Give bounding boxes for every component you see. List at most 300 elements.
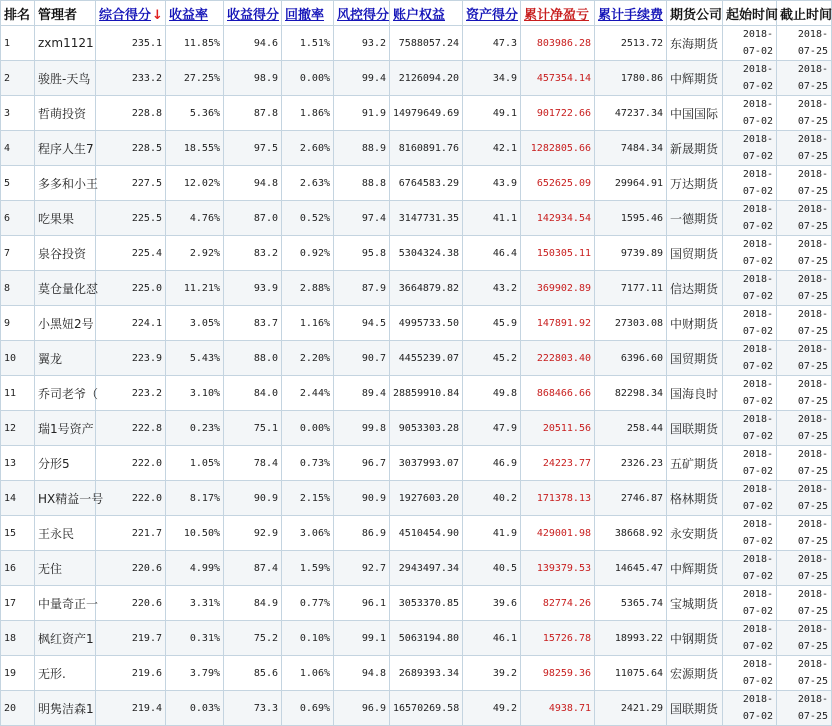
net-pnl-cell: 803986.28 (521, 26, 595, 61)
company-cell: 格林期货 (667, 481, 723, 516)
column-header-risk-score[interactable] (334, 1, 390, 26)
column-header-label: 起始时间 (726, 7, 779, 23)
start-time-cell: 2018-07-02 (723, 61, 777, 96)
end-time-cell: 2018-07-25 (777, 306, 832, 341)
start-time-cell: 2018-07-02 (723, 656, 777, 691)
asset-score-cell: 40.2 (463, 481, 521, 516)
net-pnl-cell: 15726.78 (521, 621, 595, 656)
company-cell: 国联期货 (667, 691, 723, 726)
manager-cell[interactable] (35, 621, 96, 656)
company-cell: 东海期货 (667, 26, 723, 61)
return-score-cell: 84.9 (224, 586, 282, 621)
rank-cell: 6 (1, 201, 35, 236)
table-row (1, 166, 832, 201)
start-time-cell: 2018-07-02 (723, 411, 777, 446)
composite-score-cell: 220.6 (96, 586, 166, 621)
start-time-cell: 2018-07-02 (723, 341, 777, 376)
column-header-label: 累计净盈亏 (524, 7, 590, 23)
return-score-cell: 84.0 (224, 376, 282, 411)
start-time-cell: 2018-07-02 (723, 166, 777, 201)
equity-cell: 4995733.50 (390, 306, 463, 341)
column-header-rank (1, 1, 35, 26)
manager-cell[interactable] (35, 551, 96, 586)
asset-score-cell: 45.2 (463, 341, 521, 376)
composite-score-cell: 222.0 (96, 446, 166, 481)
return-rate-cell: 5.43% (166, 341, 224, 376)
fees-cell: 1595.46 (595, 201, 667, 236)
drawdown-cell: 2.20% (282, 341, 334, 376)
net-pnl-cell: 652625.09 (521, 166, 595, 201)
net-pnl-cell: 142934.54 (521, 201, 595, 236)
return-rate-cell: 3.10% (166, 376, 224, 411)
column-header-label: 期货公司 (670, 7, 723, 23)
manager-link[interactable]: 明隽洁森1 (38, 701, 94, 716)
start-time-cell: 2018-07-02 (723, 376, 777, 411)
return-score-cell: 78.4 (224, 446, 282, 481)
start-time-cell: 2018-07-02 (723, 516, 777, 551)
risk-score-cell: 97.4 (334, 201, 390, 236)
company-cell: 中国国际 (667, 96, 723, 131)
net-pnl-cell: 429001.98 (521, 516, 595, 551)
company-cell: 永安期货 (667, 516, 723, 551)
equity-cell: 1927603.20 (390, 481, 463, 516)
composite-score-cell: 235.1 (96, 26, 166, 61)
return-rate-cell: 10.50% (166, 516, 224, 551)
composite-score-cell: 223.2 (96, 376, 166, 411)
return-rate-cell: 0.23% (166, 411, 224, 446)
composite-score-cell: 220.6 (96, 551, 166, 586)
fees-cell: 258.44 (595, 411, 667, 446)
fees-cell: 47237.34 (595, 96, 667, 131)
equity-cell: 8160891.76 (390, 131, 463, 166)
manager-link[interactable]: 无形. (38, 666, 66, 681)
column-header-account-equity[interactable] (390, 1, 463, 26)
drawdown-cell: 0.00% (282, 61, 334, 96)
equity-cell: 9053303.28 (390, 411, 463, 446)
fees-cell: 7177.11 (595, 271, 667, 306)
drawdown-cell: 1.51% (282, 26, 334, 61)
composite-score-cell: 219.7 (96, 621, 166, 656)
rank-cell: 1 (1, 26, 35, 61)
equity-cell: 28859910.84 (390, 376, 463, 411)
company-cell: 中辉期货 (667, 551, 723, 586)
manager-link[interactable]: 瑞1号资产 (38, 421, 94, 436)
return-score-cell: 75.1 (224, 411, 282, 446)
rank-cell: 9 (1, 306, 35, 341)
rank-cell: 12 (1, 411, 35, 446)
risk-score-cell: 90.7 (334, 341, 390, 376)
rank-cell: 16 (1, 551, 35, 586)
risk-score-cell: 94.8 (334, 656, 390, 691)
manager-cell[interactable] (35, 96, 96, 131)
asset-score-cell: 41.9 (463, 516, 521, 551)
start-time-cell: 2018-07-02 (723, 306, 777, 341)
risk-score-cell: 92.7 (334, 551, 390, 586)
drawdown-cell: 2.60% (282, 131, 334, 166)
manager-link[interactable]: 莫仓量化怼 (38, 281, 99, 296)
fees-cell: 2746.87 (595, 481, 667, 516)
asset-score-cell: 41.1 (463, 201, 521, 236)
return-rate-cell: 3.05% (166, 306, 224, 341)
company-cell: 宝城期货 (667, 586, 723, 621)
return-rate-cell: 0.03% (166, 691, 224, 726)
end-time-cell: 2018-07-25 (777, 341, 832, 376)
manager-cell[interactable] (35, 26, 96, 61)
rank-cell: 15 (1, 516, 35, 551)
return-rate-cell: 1.05% (166, 446, 224, 481)
end-time-cell: 2018-07-25 (777, 551, 832, 586)
risk-score-cell: 99.1 (334, 621, 390, 656)
net-pnl-cell: 82774.26 (521, 586, 595, 621)
return-rate-cell: 18.55% (166, 131, 224, 166)
column-header-end-time (777, 1, 832, 26)
table-row (1, 201, 832, 236)
return-score-cell: 83.2 (224, 236, 282, 271)
risk-score-cell: 95.8 (334, 236, 390, 271)
table-row (1, 306, 832, 341)
manager-cell[interactable] (35, 516, 96, 551)
net-pnl-cell: 1282805.66 (521, 131, 595, 166)
column-header-label: 综合得分 (99, 7, 152, 23)
composite-score-cell: 225.4 (96, 236, 166, 271)
manager-link[interactable]: 骏胜-天鸟 (38, 71, 91, 86)
start-time-cell: 2018-07-02 (723, 96, 777, 131)
manager-cell[interactable] (35, 201, 96, 236)
drawdown-cell: 0.69% (282, 691, 334, 726)
return-rate-cell: 5.36% (166, 96, 224, 131)
composite-score-cell: 228.8 (96, 96, 166, 131)
return-rate-cell: 2.92% (166, 236, 224, 271)
fees-cell: 9739.89 (595, 236, 667, 271)
start-time-cell: 2018-07-02 (723, 446, 777, 481)
column-header-label: 收益得分 (227, 7, 280, 23)
asset-score-cell: 46.9 (463, 446, 521, 481)
start-time-cell: 2018-07-02 (723, 586, 777, 621)
start-time-cell: 2018-07-02 (723, 621, 777, 656)
risk-score-cell: 99.8 (334, 411, 390, 446)
manager-link[interactable]: 哲萌投资 (38, 106, 87, 121)
return-rate-cell: 11.85% (166, 26, 224, 61)
column-header-return-rate[interactable] (166, 1, 224, 26)
manager-cell[interactable] (35, 341, 96, 376)
column-header-label: 管理者 (38, 7, 78, 23)
drawdown-cell: 2.44% (282, 376, 334, 411)
fees-cell: 5365.74 (595, 586, 667, 621)
company-cell: 国贸期货 (667, 236, 723, 271)
table-header-row (1, 1, 832, 26)
manager-link[interactable]: 中量奇正一 (38, 596, 99, 611)
fees-cell: 1780.86 (595, 61, 667, 96)
fees-cell: 18993.22 (595, 621, 667, 656)
drawdown-cell: 1.06% (282, 656, 334, 691)
net-pnl-cell: 171378.13 (521, 481, 595, 516)
manager-link[interactable]: zxm1121 (38, 36, 94, 50)
manager-cell[interactable] (35, 446, 96, 481)
fees-cell: 27303.08 (595, 306, 667, 341)
manager-link[interactable]: 翼龙 (38, 351, 63, 366)
end-time-cell: 2018-07-25 (777, 201, 832, 236)
company-cell: 一德期货 (667, 201, 723, 236)
end-time-cell: 2018-07-25 (777, 96, 832, 131)
column-header-start-time (723, 1, 777, 26)
company-cell: 新晟期货 (667, 131, 723, 166)
manager-cell[interactable] (35, 61, 96, 96)
rank-cell: 5 (1, 166, 35, 201)
net-pnl-cell: 457354.14 (521, 61, 595, 96)
table-row (1, 96, 832, 131)
return-rate-cell: 12.02% (166, 166, 224, 201)
net-pnl-cell: 98259.36 (521, 656, 595, 691)
net-pnl-cell: 369902.89 (521, 271, 595, 306)
asset-score-cell: 47.3 (463, 26, 521, 61)
end-time-cell: 2018-07-25 (777, 376, 832, 411)
company-cell: 万达期货 (667, 166, 723, 201)
manager-cell[interactable] (35, 586, 99, 621)
return-score-cell: 97.5 (224, 131, 282, 166)
table-row (1, 621, 832, 656)
asset-score-cell: 42.1 (463, 131, 521, 166)
return-score-cell: 94.6 (224, 26, 282, 61)
column-header-total-fees[interactable] (595, 1, 667, 26)
return-rate-cell: 3.31% (166, 586, 224, 621)
drawdown-cell: 0.00% (282, 411, 334, 446)
table-row (1, 236, 832, 271)
company-cell: 中辉期货 (667, 61, 723, 96)
composite-score-cell: 233.2 (96, 61, 166, 96)
table-row (1, 551, 832, 586)
net-pnl-cell: 20511.56 (521, 411, 595, 446)
company-cell: 中财期货 (667, 306, 723, 341)
table-row (1, 586, 832, 621)
fees-cell: 14645.47 (595, 551, 667, 586)
end-time-cell: 2018-07-25 (777, 446, 832, 481)
composite-score-cell: 219.6 (96, 656, 166, 691)
return-score-cell: 98.9 (224, 61, 282, 96)
asset-score-cell: 43.2 (463, 271, 521, 306)
return-rate-cell: 27.25% (166, 61, 224, 96)
company-cell: 信达期货 (667, 271, 723, 306)
company-cell: 中钢期货 (667, 621, 723, 656)
company-cell: 宏源期货 (667, 656, 723, 691)
drawdown-cell: 1.16% (282, 306, 334, 341)
drawdown-cell: 1.86% (282, 96, 334, 131)
risk-score-cell: 99.4 (334, 61, 390, 96)
composite-score-cell: 223.9 (96, 341, 166, 376)
rank-cell: 2 (1, 61, 35, 96)
net-pnl-cell: 147891.92 (521, 306, 595, 341)
manager-cell[interactable] (35, 376, 99, 411)
net-pnl-cell: 4938.71 (521, 691, 595, 726)
risk-score-cell: 89.4 (334, 376, 390, 411)
manager-link[interactable]: 程序人生7 (38, 141, 94, 156)
asset-score-cell: 43.9 (463, 166, 521, 201)
return-score-cell: 73.3 (224, 691, 282, 726)
risk-score-cell: 96.7 (334, 446, 390, 481)
column-header-manager (35, 1, 96, 26)
rank-cell: 20 (1, 691, 35, 726)
fees-cell: 7484.34 (595, 131, 667, 166)
manager-cell[interactable] (35, 236, 96, 271)
equity-cell: 3664879.82 (390, 271, 463, 306)
end-time-cell: 2018-07-25 (777, 691, 832, 726)
rank-cell: 18 (1, 621, 35, 656)
drawdown-cell: 0.92% (282, 236, 334, 271)
manager-cell[interactable] (35, 166, 99, 201)
composite-score-cell: 225.5 (96, 201, 166, 236)
risk-score-cell: 87.9 (334, 271, 390, 306)
column-header-return-score[interactable] (224, 1, 282, 26)
start-time-cell: 2018-07-02 (723, 481, 777, 516)
rank-cell: 14 (1, 481, 35, 516)
risk-score-cell: 96.1 (334, 586, 390, 621)
rank-cell: 4 (1, 131, 35, 166)
return-score-cell: 90.9 (224, 481, 282, 516)
equity-cell: 3037993.07 (390, 446, 463, 481)
table-body (1, 26, 832, 726)
table-row (1, 516, 832, 551)
manager-link[interactable]: 多多和小王 (38, 176, 99, 191)
start-time-cell: 2018-07-02 (723, 271, 777, 306)
composite-score-cell: 219.4 (96, 691, 166, 726)
return-score-cell: 87.0 (224, 201, 282, 236)
asset-score-cell: 46.1 (463, 621, 521, 656)
net-pnl-cell: 222803.40 (521, 341, 595, 376)
equity-cell: 2943497.34 (390, 551, 463, 586)
asset-score-cell: 39.2 (463, 656, 521, 691)
end-time-cell: 2018-07-25 (777, 621, 832, 656)
return-score-cell: 83.7 (224, 306, 282, 341)
equity-cell: 4455239.07 (390, 341, 463, 376)
table-row (1, 411, 832, 446)
column-header-label: 截止时间 (780, 7, 832, 23)
return-score-cell: 88.0 (224, 341, 282, 376)
composite-score-cell: 224.1 (96, 306, 166, 341)
company-cell: 国联期货 (667, 411, 723, 446)
start-time-cell: 2018-07-02 (723, 201, 777, 236)
table-row (1, 26, 832, 61)
end-time-cell: 2018-07-25 (777, 411, 832, 446)
sort-descending-icon[interactable]: ↓ (152, 7, 163, 23)
asset-score-cell: 47.9 (463, 411, 521, 446)
equity-cell: 6764583.29 (390, 166, 463, 201)
net-pnl-cell: 150305.11 (521, 236, 595, 271)
rank-cell: 17 (1, 586, 35, 621)
return-rate-cell: 11.21% (166, 271, 224, 306)
asset-score-cell: 34.9 (463, 61, 521, 96)
equity-cell: 16570269.58 (390, 691, 463, 726)
return-rate-cell: 8.17% (166, 481, 224, 516)
table-row (1, 61, 832, 96)
asset-score-cell: 45.9 (463, 306, 521, 341)
end-time-cell: 2018-07-25 (777, 236, 832, 271)
net-pnl-cell: 24223.77 (521, 446, 595, 481)
manager-link[interactable]: 枫红资产1 (38, 631, 94, 646)
end-time-cell: 2018-07-25 (777, 131, 832, 166)
asset-score-cell: 46.4 (463, 236, 521, 271)
end-time-cell: 2018-07-25 (777, 26, 832, 61)
manager-cell[interactable] (35, 271, 99, 306)
column-header-label: 账户权益 (393, 7, 446, 23)
column-header-drawdown-rate[interactable] (282, 1, 334, 26)
fees-cell: 2326.23 (595, 446, 667, 481)
table-row (1, 341, 832, 376)
fees-cell: 29964.91 (595, 166, 667, 201)
fees-cell: 11075.64 (595, 656, 667, 691)
end-time-cell: 2018-07-25 (777, 61, 832, 96)
equity-cell: 3147731.35 (390, 201, 463, 236)
return-rate-cell: 4.76% (166, 201, 224, 236)
asset-score-cell: 49.8 (463, 376, 521, 411)
asset-score-cell: 39.6 (463, 586, 521, 621)
column-header-asset-score[interactable] (463, 1, 521, 26)
manager-link[interactable]: 分形5 (38, 456, 70, 471)
risk-score-cell: 91.9 (334, 96, 390, 131)
fees-cell: 2513.72 (595, 26, 667, 61)
return-score-cell: 85.6 (224, 656, 282, 691)
end-time-cell: 2018-07-25 (777, 166, 832, 201)
column-header-net-pnl[interactable] (521, 1, 595, 26)
manager-link[interactable]: 王永民 (38, 526, 75, 541)
manager-link[interactable]: 无住 (38, 561, 63, 576)
return-score-cell: 93.9 (224, 271, 282, 306)
column-header-label: 累计手续费 (598, 7, 664, 23)
table-row (1, 656, 832, 691)
return-rate-cell: 4.99% (166, 551, 224, 586)
fees-cell: 82298.34 (595, 376, 667, 411)
manager-cell[interactable] (35, 656, 96, 691)
rank-cell: 3 (1, 96, 35, 131)
manager-link[interactable]: 泉谷投资 (38, 246, 87, 261)
manager-cell[interactable] (35, 306, 96, 341)
risk-score-cell: 88.8 (334, 166, 390, 201)
table-row (1, 376, 832, 411)
column-header-label: 排名 (4, 7, 31, 23)
end-time-cell: 2018-07-25 (777, 516, 832, 551)
manager-cell[interactable] (35, 481, 104, 516)
manager-link[interactable]: 小黑妞2号 (38, 316, 94, 331)
composite-score-cell: 221.7 (96, 516, 166, 551)
end-time-cell: 2018-07-25 (777, 271, 832, 306)
start-time-cell: 2018-07-02 (723, 236, 777, 271)
drawdown-cell: 0.52% (282, 201, 334, 236)
manager-link[interactable]: HX精益一号 (38, 491, 104, 506)
asset-score-cell: 49.2 (463, 691, 521, 726)
table-row (1, 481, 832, 516)
asset-score-cell: 49.1 (463, 96, 521, 131)
equity-cell: 2689393.34 (390, 656, 463, 691)
return-score-cell: 94.8 (224, 166, 282, 201)
drawdown-cell: 2.88% (282, 271, 334, 306)
manager-link[interactable]: 乔司老爷（ (38, 386, 99, 401)
table-row (1, 446, 832, 481)
composite-score-cell: 225.0 (96, 271, 166, 306)
manager-link[interactable]: 吃果果 (38, 211, 75, 226)
manager-cell[interactable] (35, 691, 96, 726)
fees-cell: 6396.60 (595, 341, 667, 376)
fees-cell: 38668.92 (595, 516, 667, 551)
drawdown-cell: 1.59% (282, 551, 334, 586)
net-pnl-cell: 868466.66 (521, 376, 595, 411)
company-cell: 国贸期货 (667, 341, 723, 376)
manager-cell[interactable] (35, 131, 96, 166)
risk-score-cell: 94.5 (334, 306, 390, 341)
manager-cell[interactable] (35, 411, 96, 446)
start-time-cell: 2018-07-02 (723, 551, 777, 586)
column-header-composite-score[interactable] (96, 1, 166, 26)
start-time-cell: 2018-07-02 (723, 131, 777, 166)
column-header-futures-company (667, 1, 723, 26)
rank-cell: 10 (1, 341, 35, 376)
